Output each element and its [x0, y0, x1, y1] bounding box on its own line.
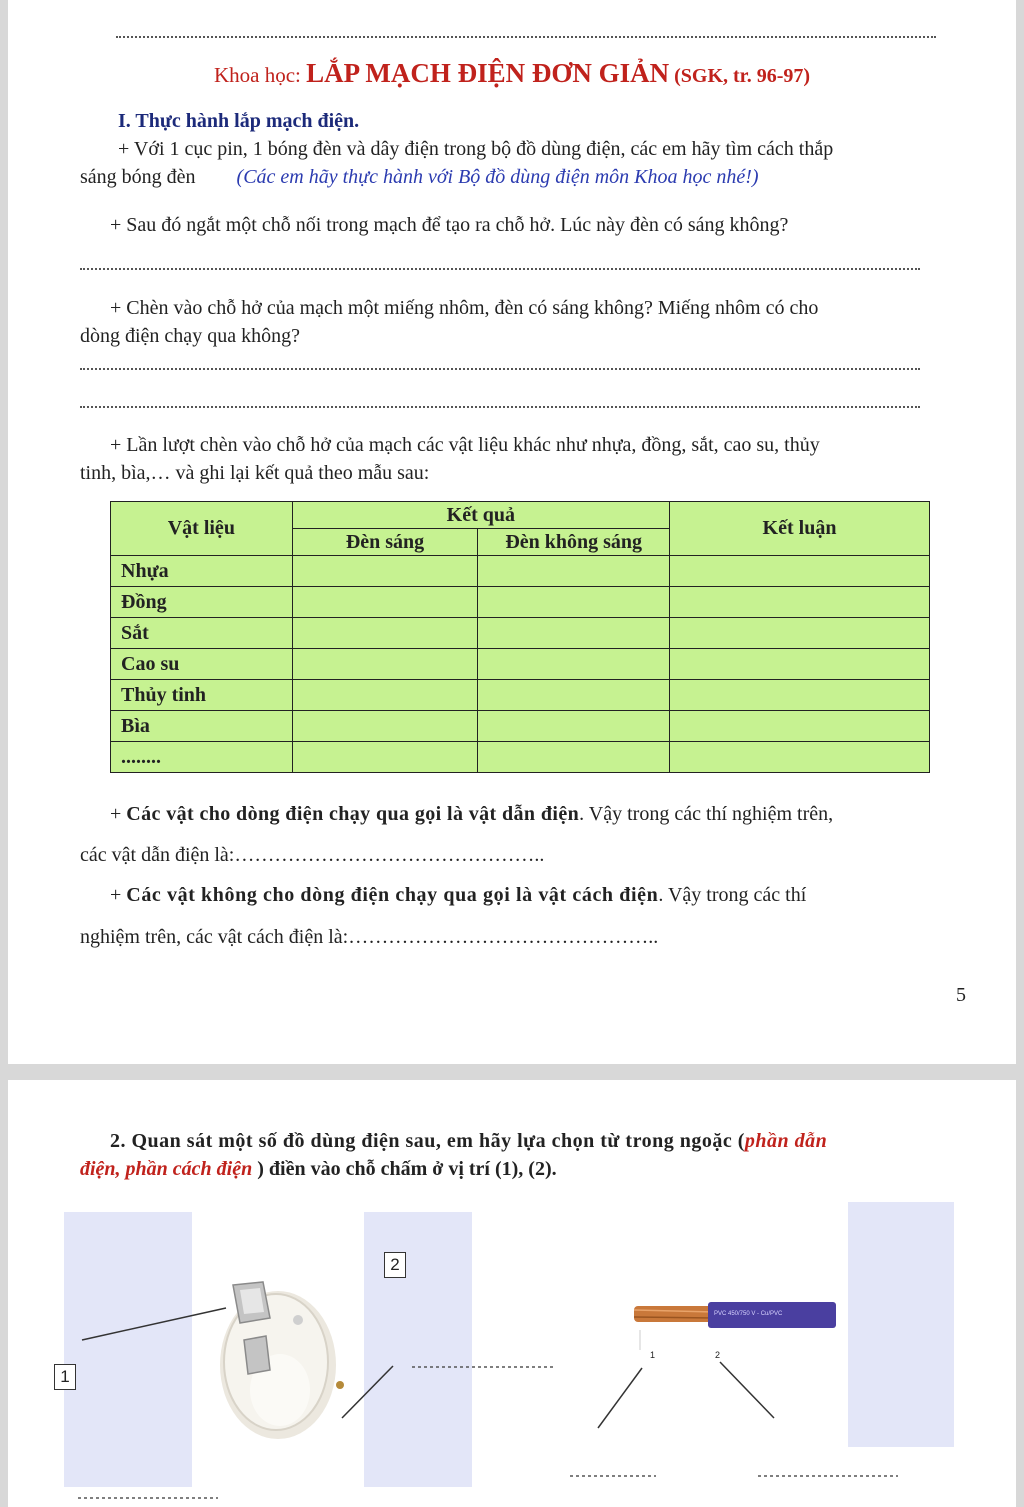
conclusion-1-line-2: các vật dẫn điện là:………………………………………..	[80, 844, 545, 866]
results-table	[110, 501, 930, 773]
paragraph-1-line-1: + Với 1 cục pin, 1 bóng đèn và dây điện trong bộ đồ dùng điện, các em hãy tìm cách thắp	[118, 138, 834, 160]
option-conductor: phần dẫn	[744, 1130, 828, 1152]
lit-cell[interactable]	[292, 556, 478, 587]
material-cell: Bìa	[111, 711, 293, 742]
practice-note: (Các em hãy thực hành với Bộ đồ dùng điện môn Khoa học nhé!)	[236, 166, 759, 188]
unlit-cell[interactable]	[478, 556, 670, 587]
header-lamp-lit: Đèn sáng	[292, 529, 478, 556]
top-dotted-line	[116, 36, 936, 38]
question-2-line-2	[80, 1158, 557, 1181]
conclusion-cell[interactable]	[670, 742, 930, 773]
title-prefix: Khoa học:	[213, 63, 307, 87]
answer-line-2	[80, 368, 920, 370]
unlit-cell[interactable]	[478, 587, 670, 618]
unlit-cell[interactable]	[478, 711, 670, 742]
table-row	[111, 587, 930, 618]
option-insulator: điện, phần cách điện	[80, 1158, 253, 1180]
conclusion-cell[interactable]	[670, 556, 930, 587]
table-row	[111, 680, 930, 711]
plug-icon	[220, 1282, 344, 1439]
lit-cell[interactable]	[292, 618, 478, 649]
conclusion-1-prefix: +	[110, 803, 127, 825]
header-material: Vật liệu	[111, 502, 293, 556]
unlit-cell[interactable]	[478, 649, 670, 680]
title-reference: (SGK, tr. 96-97)	[669, 65, 811, 87]
material-cell: Cao su	[111, 649, 293, 680]
unlit-cell[interactable]	[478, 618, 670, 649]
section-heading: I. Thực hành lắp mạch điện.	[118, 110, 360, 132]
question-2-text: 2. Quan sát một số đồ dùng điện sau, em hãy lựa chọn từ trong ngoặc (	[110, 1130, 745, 1152]
conclusion-cell[interactable]	[670, 649, 930, 680]
question-2-line-1	[110, 1130, 827, 1153]
wire-label-1: 1	[650, 1350, 656, 1360]
conclusion-cell[interactable]	[670, 587, 930, 618]
paragraph-1-text: sáng bóng đèn	[80, 166, 196, 188]
lit-cell[interactable]	[292, 587, 478, 618]
table-row	[111, 711, 930, 742]
table-row	[111, 742, 930, 773]
lit-cell[interactable]	[292, 711, 478, 742]
paragraph-3-line-1: + Chèn vào chỗ hở của mạch một miếng nhôm, đèn có sáng không? Miếng nhôm có cho	[110, 297, 819, 319]
lit-cell[interactable]	[292, 649, 478, 680]
conclusion-1-rest: . Vậy trong các thí nghiệm trên,	[579, 803, 834, 825]
conclusion-2-prefix: +	[110, 884, 127, 906]
table-row	[111, 618, 930, 649]
lit-cell[interactable]	[292, 680, 478, 711]
conclusion-2-rest: . Vậy trong các thí	[658, 884, 807, 906]
conclusion-cell[interactable]	[670, 618, 930, 649]
conclusion-cell[interactable]	[670, 711, 930, 742]
answer-line-3	[80, 406, 920, 408]
wire-bg-panel	[848, 1202, 954, 1447]
header-conclusion: Kết luận	[670, 502, 930, 556]
title-main: LẮP MẠCH ĐIỆN ĐƠN GIẢN	[306, 58, 670, 88]
plug-bg-panel-right	[364, 1212, 472, 1487]
conclusion-2-line-2: nghiệm trên, các vật cách điện là:………………………………………..	[80, 926, 659, 948]
header-lamp-unlit: Đèn không sáng	[478, 529, 670, 556]
material-cell: Nhựa	[111, 556, 293, 587]
unlit-cell[interactable]	[478, 742, 670, 773]
plug-label-1: 1	[54, 1364, 76, 1390]
worksheet-page-1	[8, 0, 1016, 1064]
material-cell: Sắt	[111, 618, 293, 649]
table-row	[111, 556, 930, 587]
page-number: 5	[956, 984, 966, 1006]
wire-illustration	[568, 1190, 1008, 1507]
header-result: Kết quả	[292, 502, 669, 529]
unlit-cell[interactable]	[478, 680, 670, 711]
paragraph-4-line-2: tinh, bìa,… và ghi lại kết quả theo mẫu sau:	[80, 462, 430, 484]
conductor-definition: Các vật cho dòng điện chạy qua gọi là vật dẫn điện	[126, 803, 580, 825]
paragraph-4-line-1: + Lần lượt chèn vào chỗ hở của mạch các vật liệu khác như nhựa, đồng, sắt, cao su, thủy	[110, 434, 820, 456]
paragraph-1-line-2	[80, 166, 759, 189]
table-row	[111, 649, 930, 680]
conclusion-cell[interactable]	[670, 680, 930, 711]
material-cell: Đồng	[111, 587, 293, 618]
answer-line-1	[80, 268, 920, 270]
conclusion-1-line-1	[110, 803, 833, 826]
lit-cell[interactable]	[292, 742, 478, 773]
material-cell: ........	[111, 742, 293, 773]
wire-print-text: PVC 450/750 V - Cu/PVC	[714, 1311, 783, 1317]
page-title	[8, 58, 1016, 89]
paragraph-3-line-2: dòng điện chạy qua không?	[80, 325, 300, 347]
question-2-instruction: ) điền vào chỗ chấm ở vị trí (1), (2).	[252, 1158, 557, 1180]
material-cell: Thủy tinh	[111, 680, 293, 711]
insulator-definition: Các vật không cho dòng điện chạy qua gọi là vật cách điện	[126, 884, 659, 906]
paragraph-2: + Sau đó ngắt một chỗ nối trong mạch để tạo ra chỗ hở. Lúc này đèn có sáng không?	[110, 214, 789, 236]
wire-label-2: 2	[715, 1350, 721, 1360]
plug-bg-panel-left	[64, 1212, 192, 1487]
plug-illustration	[8, 1190, 568, 1507]
plug-label-2: 2	[384, 1252, 406, 1278]
conclusion-2-line-1	[110, 884, 806, 907]
worksheet-page-2	[8, 1080, 1016, 1507]
